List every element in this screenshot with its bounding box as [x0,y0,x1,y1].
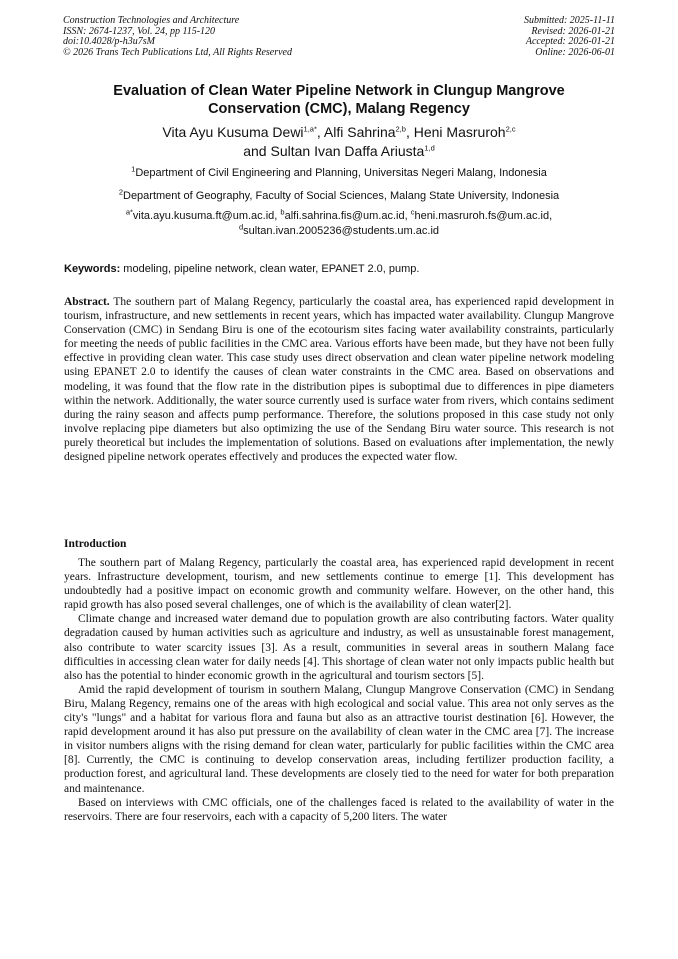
email-line-2 [60,221,618,239]
affiliation-1 [60,166,618,180]
affiliation-text: Department of Geography, Faculty of Social Sciences, Malang State University, Indonesia [123,190,560,202]
email-sup: d [238,221,244,231]
paper-title [60,82,618,118]
title-line-2: Conservation (CMC), Malang Regency [208,101,470,117]
email-address[interactable]: heni.masruroh.fs@um.ac.id, [414,210,553,222]
publication-dates [524,16,615,58]
journal-info [63,16,292,58]
affiliation-number: 2 [118,187,123,197]
introduction-body [64,556,614,824]
email-sup: a* [125,207,133,217]
email-address[interactable]: vita.ayu.kusuma.ft@um.ac.id, [132,210,278,222]
email-address[interactable]: sultan.ivan.2005236@students.um.ac.id [243,224,440,237]
affiliation-2 [60,189,618,203]
doi[interactable]: doi:10.4028/p-h3u7sM [63,36,155,48]
title-line-1: Evaluation of Clean Water Pipeline Network in Clungup Mangrove [113,83,565,99]
author-conjunction: and [243,142,267,159]
email-address[interactable]: alfi.sahrina.fis@um.ac.id, [284,210,408,222]
author-affil-sup: 1,d [424,142,435,152]
abstract-text: The southern part of Malang Regency, particularly the coastal area, has experienced rapid development in tourism, infrastructure, and new settlements in recent years, which has impacted water availability. Clungup Mangrove Conservation (CMC) in Sendang Biru is one of the ecotourism sites facing water availability constraints, particularly for meeting the needs of public facilities in the CMC area. Various efforts have been made, but they have not been fully effective in providing clean water. This case study uses direct observation and clean water pipeline network modeling using EPANET 2.0 to identify the causes of clean water constraints in the CMC area. Based on observations and modeling, it was found that the flow rate in the distribution pipes is suboptimal due to differences in pipe diameters within the network. Additionally, the water source currently used is surface water from rivers, which contains sediment during the rainy season and affects pump performance. Therefore, the solutions proposed in this case study not only involve replacing pipe diameters but also optimizing the use of the Sendang Biru water source. This research is not purely theoretical but includes the implementation of solutions. Based on evaluations after implementation, the newly designed pipeline network operates effectively and produces the expected water flow. [64,296,614,464]
author-affil-sup: 2,b [395,124,406,134]
abstract-label: Abstract. [64,296,110,308]
journal-name: Construction Technologies and Architecture [63,15,240,26]
email-sup: b [280,207,285,217]
accepted-date: Accepted: 2026-01-21 [525,36,615,48]
issn-volume: ISSN: 2674-1237, Vol. 24, pp 115-120 [63,25,216,37]
email-line-1 [60,209,618,224]
author-line-2 [60,142,618,161]
author-line-1: Vita Ayu Kusuma Dewi$^{1,a*}$, Alfi Sahrina$^{2,b}$, Heni Masruroh$^{2,c}$ [162,124,516,140]
email-sup: c [410,207,415,217]
author-list [60,123,618,160]
author-name: Vita Ayu Kusuma Dewi [162,124,304,140]
keywords-text: modeling, pipeline network, clean water, EPANET 2.0, pump. [120,263,420,275]
author-emails [60,209,618,238]
revised-date: Revised: 2026-01-21 [531,25,615,37]
paragraph: Amid the rapid development of tourism in southern Malang, Clungup Mangrove Conservation (CMC) in Sendang Biru, Malang Regency, remains one of the areas with high ecological and social value. This area not only serves as the city's "lungs" and a habitat for various flora and fauna but also as an attractive tourist destination [6]. However, the rapid development around it has also put pressure on the availability of clean water in the CMC area [7]. The increase in visitor numbers aligns with the rising demand for clean water, particularly for public facilities within the CMC area [8]. Currently, the CMC is continuing to develop conservation areas, including fertilizer production facility, a production forest, and agricultural land. These developments are closely tied to the need for water for both preparation and maintenance. [64,683,614,795]
paragraph: Based on interviews with CMC officials, one of the challenges faced is related to the availability of water in the reservoirs. There are four reservoirs, each with a capacity of 5,200 liters. The water [64,796,614,823]
affiliation-number: 1 [131,164,136,174]
affiliation-text: Department of Civil Engineering and Planning, Universitas Negeri Malang, Indonesia [135,167,547,179]
online-date: Online: 2026-06-01 [535,46,615,58]
keywords-label: Keywords: [64,263,121,275]
author-name: Heni Masruroh [413,124,506,140]
section-heading-introduction: Introduction [64,538,127,550]
author-affil-sup: 1,a* [303,124,317,134]
keywords [64,262,616,276]
paragraph: Climate change and increased water demand due to population growth are also contributing factors. Water quality degradation caused by human activities such as agriculture and industry, as well as unsustainable forest management, also contribute to water scarcity issues [3]. As a result, communities in several areas in southern Malang face difficulties in accessing clean water for daily needs [4]. This shortage of clean water not only impacts public health but also has the potential to hinder economic growth in the agricultural and tourism sectors [5]. [64,613,614,682]
copyright: © 2026 Trans Tech Publications Ltd, All Rights Reserved [63,46,292,58]
author-name: Sultan Ivan Daffa Ariusta [270,142,425,159]
author-affil-sup: 2,c [505,124,516,134]
paragraph: The southern part of Malang Regency, particularly the coastal area, has experienced rapid development in recent years. Infrastructure development, tourism, and new settlements continue to emerge [1]. This development has undoubtedly had a positive impact on economic growth and community welfare. However, on the other hand, this rapid growth has also posed several challenges, one of which is the availability of clean water[2]. [64,557,614,612]
author-name: Alfi Sahrina [323,124,396,140]
abstract [64,295,614,464]
submitted-date: Submitted: 2025-11-11 [523,15,615,26]
